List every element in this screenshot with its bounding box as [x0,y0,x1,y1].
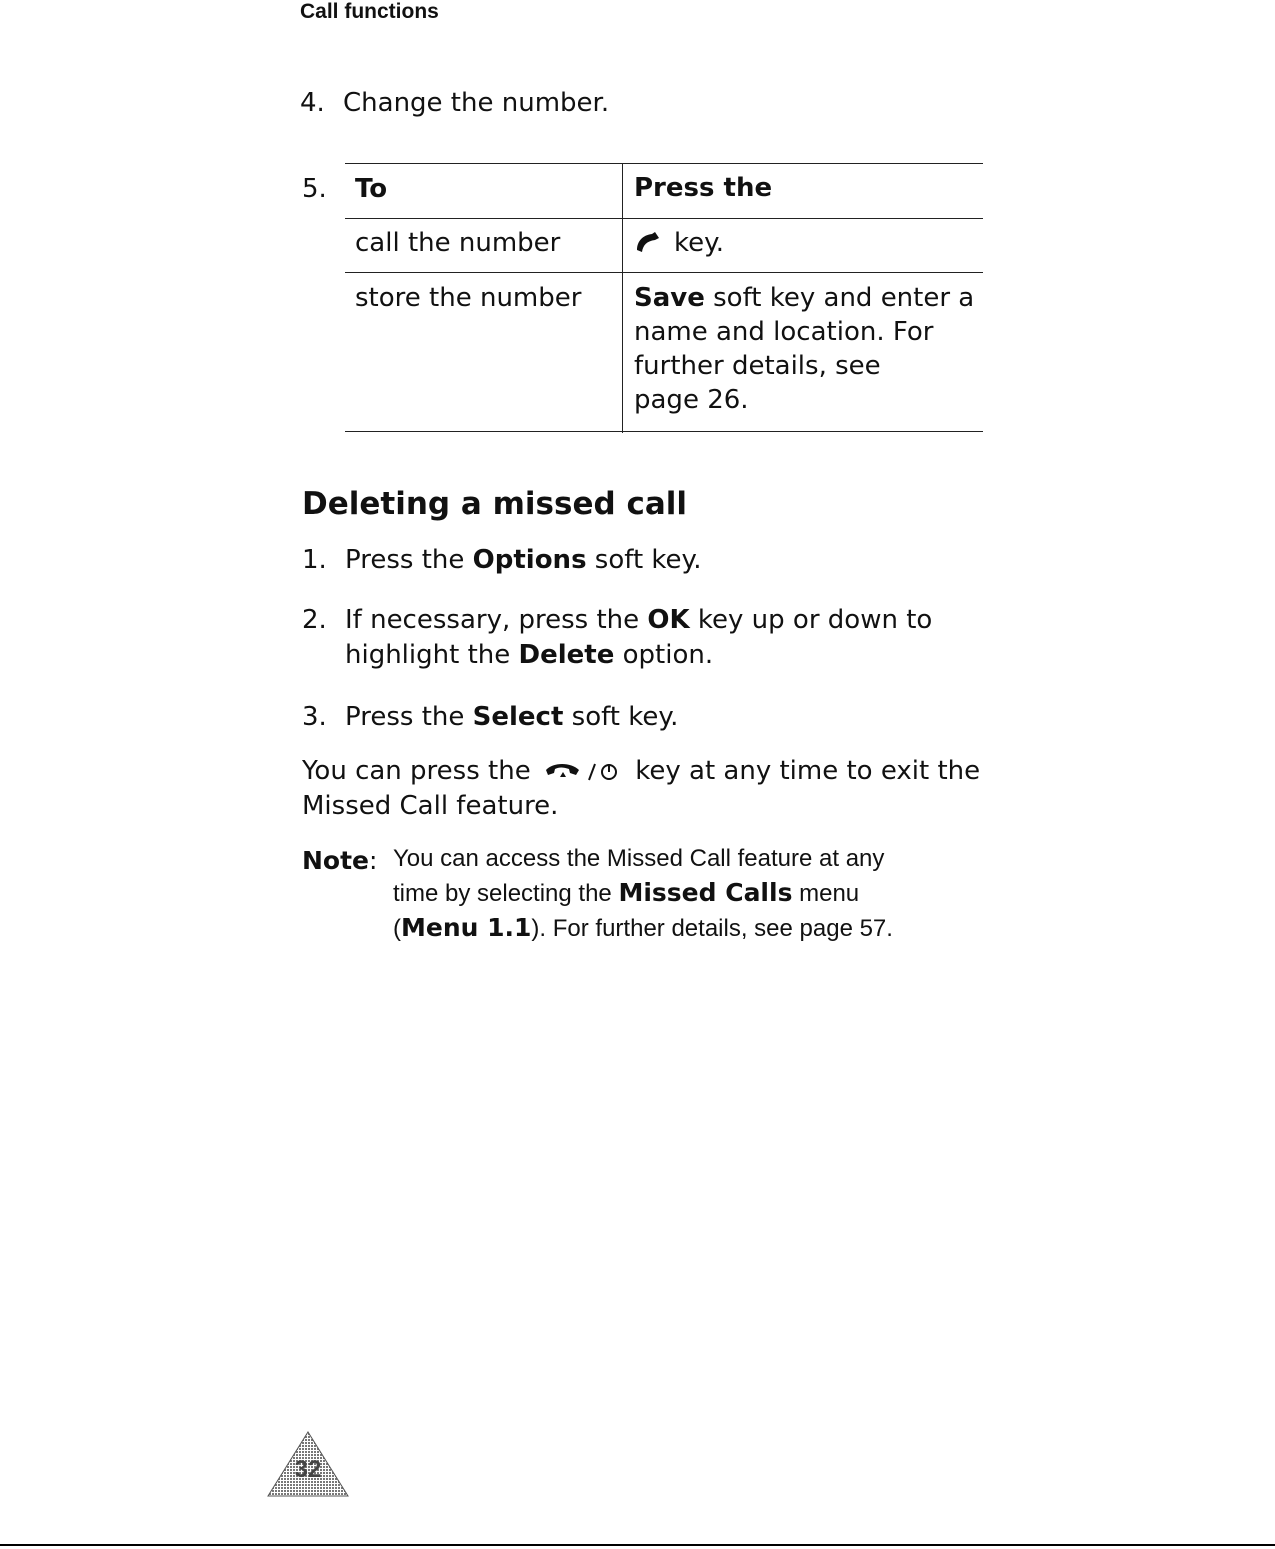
press-line-3: further details, see [634,351,881,381]
section-title: Deleting a missed call [302,486,688,522]
table-cell-to: call the number [355,228,561,258]
note-line-1: You can access the Missed Call feature at any [393,845,885,872]
press-line-1 [634,281,984,315]
press-line-2: name and location. For [634,317,934,347]
table-column-divider [622,163,623,433]
key-table [345,163,983,433]
step-5-number: 5. [302,174,327,204]
step-text-pre: Press the [345,702,473,732]
options-label: Options [472,545,587,575]
menu-number-label: Menu 1.1 [401,913,532,942]
press-line-4: page 26. [634,385,749,415]
delete-label: Delete [518,640,615,670]
save-label: Save [634,283,705,313]
table-header-press: Press the [634,173,773,203]
note-paren: ( [393,915,401,942]
table-cell-press [634,281,984,417]
table-header-to: To [355,174,388,204]
end-key-paragraph [302,754,1002,824]
step-text: Change the number. [343,88,610,118]
step-line-2 [345,638,932,673]
press-line-1-rest: soft key and enter a [704,283,975,313]
note-text-post: menu [792,880,860,907]
step-number: 3. [302,702,327,732]
note-text-post: ). For further details, see page 57. [531,915,893,942]
table-rule-bottom [345,431,983,432]
para-line-1 [302,754,1002,789]
page-number-badge [266,1430,350,1498]
select-label: Select [472,702,564,732]
page-number: 32 [294,1456,322,1483]
send-key-icon [634,231,664,253]
note-label-group: Note: [302,846,378,875]
table-cell-press [634,226,724,260]
note-body [393,842,1013,946]
step-number: 4. [300,88,325,118]
note-line-2 [393,876,1013,911]
table-rule-row1 [345,272,983,273]
step-number: 2. [302,605,327,635]
step-text [345,700,678,735]
table-rule-top [345,163,983,164]
ok-label: OK [647,605,690,635]
step-text-post: option. [614,640,714,670]
step-text [345,603,932,673]
note-line-3 [393,911,1013,946]
table-rule-header [345,218,983,219]
step-1 [302,543,1002,579]
press-key-text: key. [674,228,725,258]
step-text [345,543,702,578]
step-text-pre: highlight the [345,640,519,670]
step-number: 1. [302,545,327,575]
step-text-post: key up or down to [689,605,933,635]
para-text-pre: You can press the [302,756,539,786]
step-text-post: soft key. [586,545,702,575]
note-label: Note [302,846,370,875]
step-text-pre: If necessary, press the [345,605,648,635]
step-3 [302,700,1002,736]
step-line-1 [345,603,932,638]
step-text-pre: Press the [345,545,473,575]
step-2 [302,603,1002,675]
table-cell-to: store the number [355,283,582,313]
running-head: Call functions [300,0,439,23]
end-power-key-icon [543,760,621,782]
bottom-rule [0,1544,1275,1546]
para-text-post: key at any time to exit the [626,756,981,786]
step-text-post: soft key. [563,702,679,732]
note-text-pre: time by selecting the [393,880,619,907]
para-line-2: Missed Call feature. [302,791,559,821]
step-4 [300,86,1000,122]
missed-calls-label: Missed Calls [618,878,793,907]
